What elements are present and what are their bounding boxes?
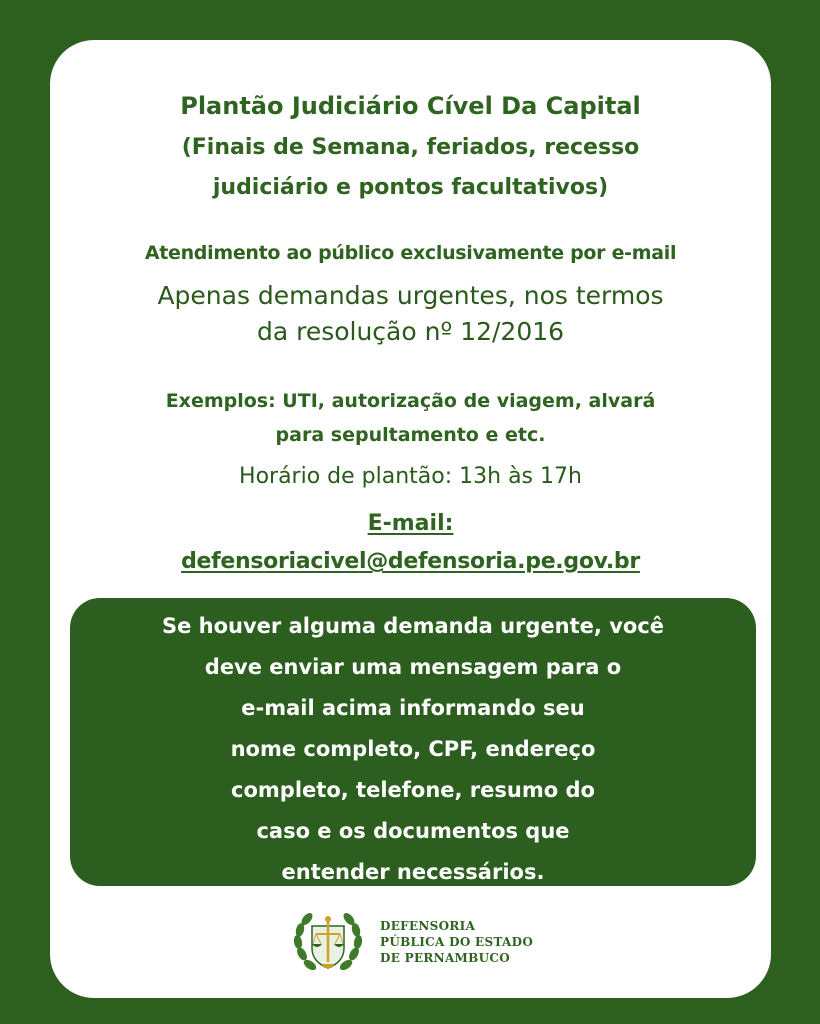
attendance-notice: Atendimento ao público exclusivamente por e-mail bbox=[144, 242, 677, 264]
logo-text bbox=[380, 918, 533, 966]
subtitle-line: (Finais de Semana, feriados, recesso bbox=[181, 135, 640, 160]
notice-line: deve enviar uma mensagem para o bbox=[204, 655, 622, 679]
urgent-instructions-text bbox=[70, 606, 756, 893]
notice-line: nome completo, CPF, endereço bbox=[230, 737, 596, 761]
email-link[interactable]: defensoriacivel@defensoria.pe.gov.br bbox=[181, 549, 640, 574]
duty-hours: Horário de plantão: 13h às 17h bbox=[239, 464, 582, 489]
page-title: Plantão Judiciário Cível Da Capital bbox=[180, 92, 641, 120]
examples-line: Exemplos: UTI, autorização de viagem, alvará bbox=[165, 390, 656, 412]
notice-line: e-mail acima informando seu bbox=[241, 696, 585, 720]
email-label: E-mail: bbox=[367, 511, 454, 536]
notice-line: Se houver alguma demanda urgente, você bbox=[161, 614, 665, 638]
notice-line: completo, telefone, resumo do bbox=[231, 778, 595, 802]
notice-line: caso e os documentos que bbox=[256, 819, 570, 843]
logo-line: PÚBLICA DO ESTADO bbox=[380, 935, 534, 949]
defensoria-emblem-icon bbox=[288, 902, 368, 982]
urgent-line: Apenas demandas urgentes, nos termos bbox=[157, 281, 664, 310]
notice-line: entender necessários. bbox=[281, 860, 545, 884]
logo-line: DEFENSORIA bbox=[380, 919, 476, 933]
defensoria-logo bbox=[288, 902, 538, 982]
examples-text bbox=[50, 384, 771, 452]
logo-line: DE PERNAMBUCO bbox=[380, 951, 510, 965]
urgent-instructions-box bbox=[70, 598, 756, 886]
examples-line: para sepultamento e etc. bbox=[275, 424, 546, 446]
page-subtitle bbox=[50, 128, 771, 208]
urgent-line: da resolução nº 12/2016 bbox=[256, 317, 565, 346]
urgent-demands-text bbox=[50, 278, 771, 350]
info-card bbox=[50, 40, 771, 998]
subtitle-line: judiciário e pontos facultativos) bbox=[212, 175, 609, 200]
